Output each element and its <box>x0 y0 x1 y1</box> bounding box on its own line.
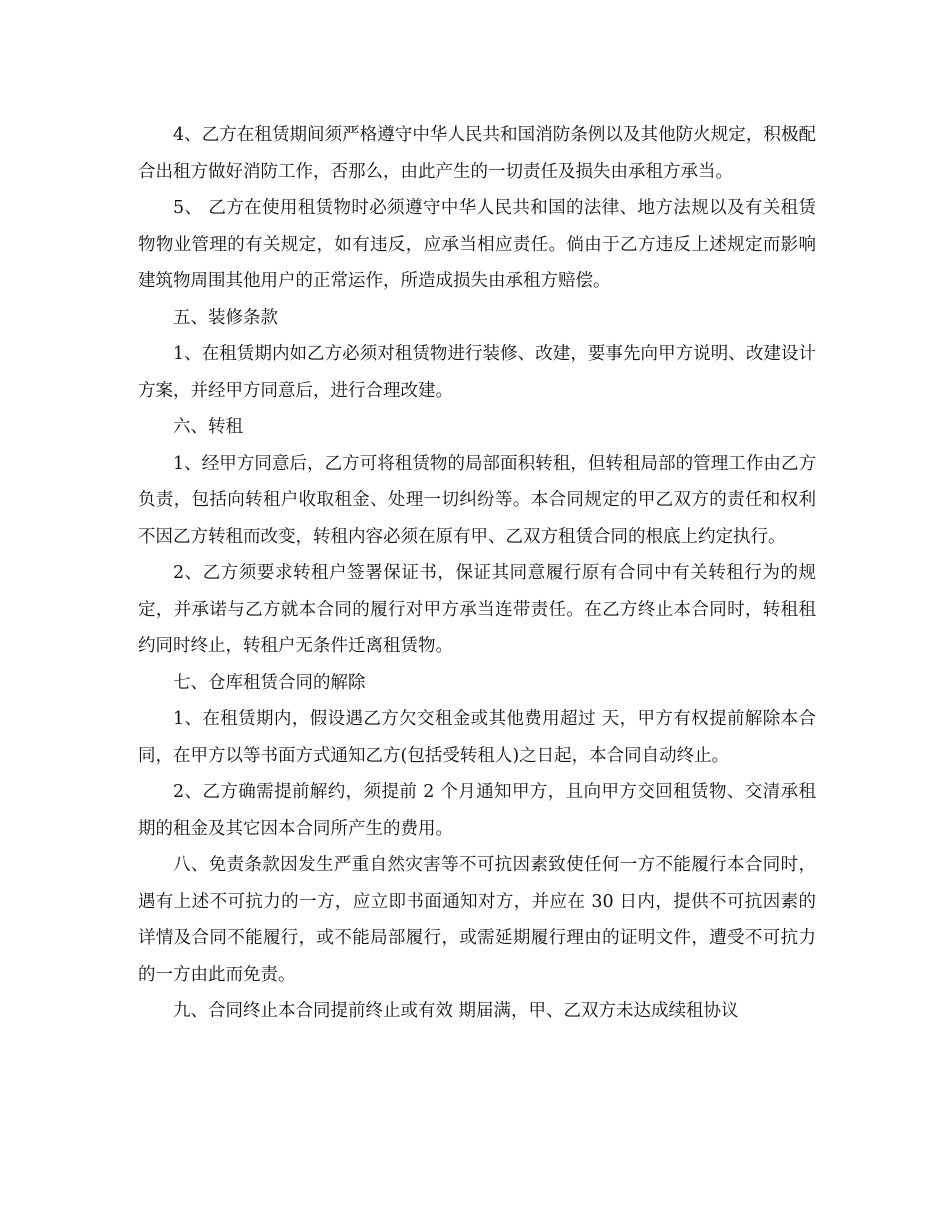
section-heading-renovation: 五、装修条款 <box>173 307 278 328</box>
paragraph-sublease-1: 1、经甲方同意后，乙方可将租赁物的局部面积转租，但转租局部的管理工作由乙方负责，包括向转租户收取租金、处理一切纠纷等。本合同规定的甲乙双方的责任和权利不因乙方转租而改变，转租内容必须在原有甲、乙双方租赁合同的根底上约定执行。 <box>138 453 816 547</box>
document-body <box>138 117 816 1030</box>
paragraph-termination-1: 1、在租赁期内，假设遇乙方欠交租金或其他费用超过 天，甲方有权提前解除本合同，在甲方以等书面方式通知乙方(包括受转租人)之日起，本合同自动终止。 <box>138 709 816 766</box>
section-heading-sublease: 六、转租 <box>173 417 243 437</box>
paragraph-termination-2: 2、乙方确需提前解约，须提前 2 个月通知甲方，且向甲方交回租赁物、交清承租期的租金及其它因本合同所产生的费用。 <box>138 782 816 839</box>
paragraph-legal-compliance: 5、 乙方在使用租赁物时必须遵守中华人民共和国的法律、地方法规以及有关租赁物物业管理的有关规定，如有违反，应承当相应责任。倘由于乙方违反上述规定而影响建筑物周围其他用户的正常运作，所造成损失由承租方赔偿。 <box>138 198 816 291</box>
paragraph-renovation-clause: 1、在租赁期内如乙方必须对租赁物进行装修、改建，要事先向甲方说明、改建设计方案，并经甲方同意后，进行合理改建。 <box>138 344 816 401</box>
paragraph-contract-end: 九、合同终止本合同提前终止或有效 期届满，甲、乙双方未达成续租协议 <box>173 1001 739 1021</box>
paragraph-force-majeure: 八、免责条款因发生严重自然灾害等不可抗因素致使任何一方不能履行本合同时，遇有上述不可抗力的一方，应立即书面通知对方，并应在 30 日内，提供不可抗因素的详情及合同不能履行，或不能局部履行，或需延期履行理由的证明文件，遭受不可抗力的一方由此而免责。 <box>138 855 816 985</box>
paragraph-sublease-2: 2、乙方须要求转租户签署保证书，保证其同意履行原有合同中有关转租行为的规定，并承诺与乙方就本合同的履行对甲方承当连带责任。在乙方终止本合同时，转租租约同时终止，转租户无条件迁离租赁物。 <box>138 563 816 656</box>
section-heading-termination: 七、仓库租赁合同的解除 <box>173 672 366 693</box>
paragraph-fire-safety: 4、乙方在租赁期间须严格遵守中华人民共和国消防条例以及其他防火规定，积极配合出租方做好消防工作，否那么，由此产生的一切责任及损失由承租方承当。 <box>138 125 816 182</box>
